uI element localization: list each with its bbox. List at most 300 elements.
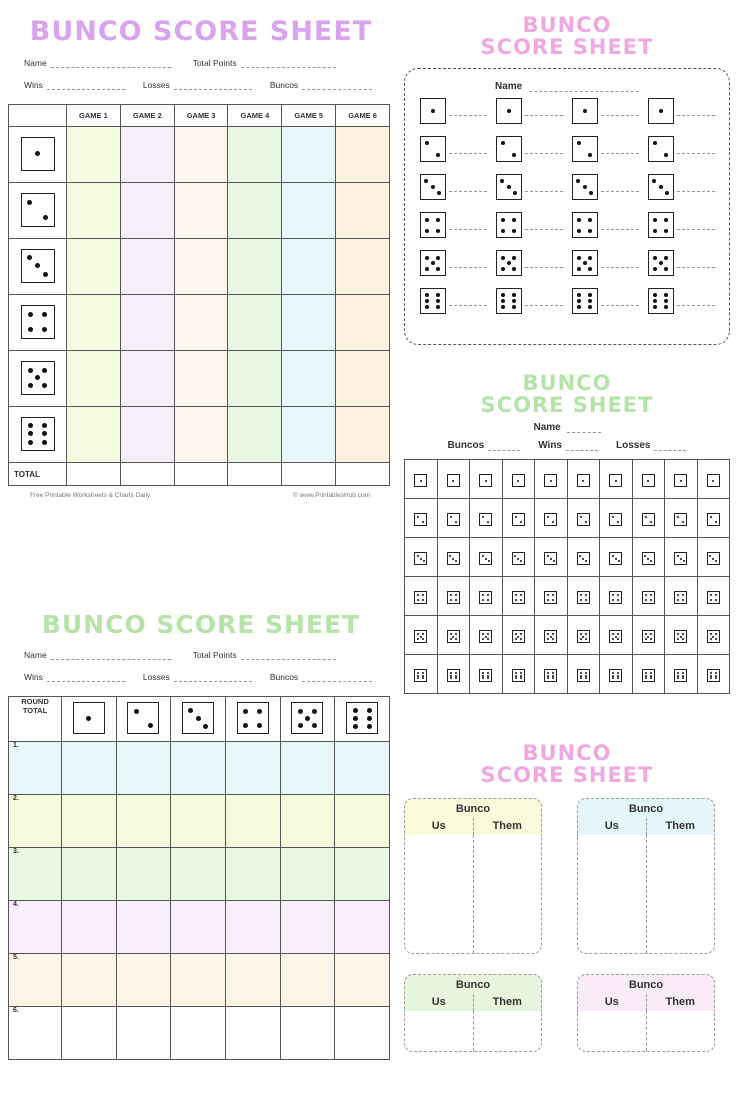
score-line[interactable] (449, 144, 487, 154)
die-pip (715, 560, 717, 562)
die-pip (585, 672, 587, 674)
stat-losses-input[interactable] (654, 441, 686, 451)
die-face-3 (572, 174, 598, 200)
score-cell[interactable] (280, 1007, 335, 1060)
losses-label: Losses (142, 672, 170, 683)
die-pip (710, 677, 712, 679)
dice-score-cell[interactable] (697, 616, 730, 655)
dice-score-cell[interactable] (535, 655, 568, 694)
score-cell[interactable] (62, 742, 117, 795)
score-cell[interactable] (116, 742, 171, 795)
score-cell[interactable] (174, 295, 228, 351)
die-pip (482, 677, 484, 679)
dice-score-cell[interactable] (567, 460, 600, 499)
die-pip (42, 383, 47, 388)
die-pip (577, 299, 581, 303)
losses-input[interactable] (174, 672, 252, 682)
die-pip (580, 516, 582, 518)
die-pip (647, 558, 649, 560)
dice-score-cell[interactable] (502, 655, 535, 694)
dice-score-cell[interactable] (567, 655, 600, 694)
dice-score-cell[interactable] (567, 538, 600, 577)
score-cell[interactable] (174, 351, 228, 407)
dice-score-cell[interactable] (567, 499, 600, 538)
dice-score-cell[interactable] (502, 538, 535, 577)
dice-score-cell[interactable] (632, 538, 665, 577)
score-cell[interactable] (336, 295, 390, 351)
dice-score-cell[interactable] (420, 174, 487, 200)
table-header-row (9, 697, 390, 742)
score-cell[interactable] (282, 351, 336, 407)
die-pip (482, 638, 484, 640)
score-cell[interactable] (116, 848, 171, 901)
stat-wins-input[interactable] (566, 441, 598, 451)
score-cell[interactable] (335, 1007, 390, 1060)
score-line[interactable] (525, 106, 563, 116)
score-cell[interactable] (335, 901, 390, 954)
die-pip (487, 599, 489, 601)
dice-score-cell[interactable] (648, 250, 715, 276)
die-pip (455, 675, 457, 677)
score-cell[interactable] (116, 901, 171, 954)
dice-score-cell[interactable] (648, 136, 715, 162)
losses-input[interactable] (174, 80, 252, 90)
dice-score-cell[interactable] (632, 460, 665, 499)
stat-buncos-input[interactable] (488, 441, 520, 451)
score-cell[interactable] (336, 127, 390, 183)
score-cell[interactable] (116, 954, 171, 1007)
score-cell[interactable] (280, 954, 335, 1007)
score-cell[interactable] (280, 795, 335, 848)
total-cell[interactable] (336, 463, 390, 486)
total-cell[interactable] (120, 463, 174, 486)
dice-score-cell[interactable] (632, 616, 665, 655)
score-cell[interactable] (120, 351, 174, 407)
dice-score-cell[interactable] (665, 616, 698, 655)
die-pip (27, 255, 32, 260)
score-line[interactable] (601, 106, 639, 116)
cell-inner (438, 549, 470, 565)
score-cell[interactable] (174, 239, 228, 295)
die-pip (515, 599, 517, 601)
die-face-2 (21, 193, 55, 227)
score-area-us[interactable] (405, 835, 474, 953)
dice-score-cell[interactable] (600, 616, 633, 655)
score-line[interactable] (677, 296, 715, 306)
score-cell[interactable] (280, 742, 335, 795)
score-line[interactable] (449, 220, 487, 230)
dice-score-cell[interactable] (648, 174, 715, 200)
score-cell[interactable] (228, 127, 282, 183)
score-cell[interactable] (228, 295, 282, 351)
die-pip (588, 256, 592, 260)
cell-inner (568, 549, 600, 565)
score-cell[interactable] (225, 795, 280, 848)
dice-score-cell[interactable] (665, 538, 698, 577)
dice-score-cell[interactable] (572, 174, 639, 200)
dice-score-cell[interactable] (632, 577, 665, 616)
buncos-input[interactable] (302, 80, 372, 90)
score-line[interactable] (601, 220, 639, 230)
name-input[interactable] (567, 423, 601, 433)
die-pip (425, 218, 429, 222)
round-total-header: ROUND TOTAL (9, 697, 62, 742)
dice-score-cell[interactable] (502, 460, 535, 499)
die-face-5 (496, 250, 522, 276)
dice-score-cell[interactable] (437, 577, 470, 616)
score-line[interactable] (449, 106, 487, 116)
dice-score-cell[interactable] (665, 577, 698, 616)
dice-score-cell[interactable] (697, 577, 730, 616)
card-header (404, 974, 542, 1011)
die-pip (715, 638, 717, 640)
dice-score-cell[interactable] (470, 538, 503, 577)
die-pip (42, 431, 47, 436)
score-cell[interactable] (282, 239, 336, 295)
score-cell[interactable] (228, 183, 282, 239)
cell-inner (665, 510, 697, 526)
dice-score-cell[interactable] (665, 460, 698, 499)
dice-score-cell[interactable] (470, 499, 503, 538)
score-cell[interactable] (62, 1007, 117, 1060)
score-line[interactable] (601, 182, 639, 192)
dice-score-cell[interactable] (648, 212, 715, 238)
score-line[interactable] (449, 182, 487, 192)
score-cell[interactable] (120, 127, 174, 183)
die-pip (517, 558, 519, 560)
dice-score-cell[interactable] (502, 499, 535, 538)
score-cell[interactable] (171, 901, 226, 954)
dice-score-cell[interactable] (697, 538, 730, 577)
die-pip (712, 636, 714, 638)
dice-score-cell[interactable] (496, 98, 563, 124)
score-cell[interactable] (171, 1007, 226, 1060)
score-line[interactable] (449, 258, 487, 268)
die-pip (682, 633, 684, 635)
table-row (9, 848, 390, 901)
column-header-game4: GAME 4 (228, 105, 282, 127)
losses-label: Losses (142, 80, 170, 91)
dice-score-cell[interactable] (572, 212, 639, 238)
die-pip (420, 480, 422, 482)
die-pip (680, 558, 682, 560)
die-pip (450, 638, 452, 640)
dice-score-cell[interactable] (470, 655, 503, 694)
score-cell[interactable] (171, 954, 226, 1007)
dice-score-cell[interactable] (697, 460, 730, 499)
die-pip (645, 633, 647, 635)
die-pip (422, 675, 424, 677)
score-cell[interactable] (67, 183, 121, 239)
score-cell[interactable] (335, 848, 390, 901)
score-cell[interactable] (335, 795, 390, 848)
dice-score-cell[interactable] (405, 538, 438, 577)
die-face-4 (544, 591, 557, 604)
dice-score-cell[interactable] (697, 499, 730, 538)
name-input[interactable] (51, 650, 171, 660)
score-cell[interactable] (228, 407, 282, 463)
dice-score-cell[interactable] (665, 655, 698, 694)
score-line[interactable] (525, 258, 563, 268)
table-row (405, 538, 730, 577)
dice-score-cell[interactable] (665, 499, 698, 538)
dice-score-cell[interactable] (572, 136, 639, 162)
score-cell[interactable] (120, 239, 174, 295)
die-pip (515, 677, 517, 679)
dice-score-cell[interactable] (535, 616, 568, 655)
dice-score-cell[interactable] (437, 538, 470, 577)
dice-score-cell[interactable] (496, 212, 563, 238)
score-cell[interactable] (336, 183, 390, 239)
score-cell[interactable] (120, 183, 174, 239)
score-area-us[interactable] (578, 1011, 647, 1051)
total-points-label: Total Points (192, 650, 237, 661)
card-body (577, 1011, 715, 1052)
die-pip (585, 675, 587, 677)
total-points-input[interactable] (241, 58, 336, 68)
score-cell[interactable] (62, 795, 117, 848)
dice-score-cell[interactable] (600, 655, 633, 694)
dice-score-cell[interactable] (648, 98, 715, 124)
dice-score-cell[interactable] (600, 577, 633, 616)
score-cell[interactable] (225, 954, 280, 1007)
score-line[interactable] (525, 182, 563, 192)
dice-score-cell[interactable] (470, 460, 503, 499)
score-line[interactable] (601, 258, 639, 268)
cell-inner (633, 588, 665, 604)
die-pip (650, 675, 652, 677)
field-block-2 (8, 650, 394, 682)
score-cell[interactable] (225, 1007, 280, 1060)
dice-score-cell[interactable] (572, 250, 639, 276)
score-cell[interactable] (282, 295, 336, 351)
dice-score-cell[interactable] (567, 577, 600, 616)
score-cell[interactable] (280, 901, 335, 954)
score-cell[interactable] (62, 954, 117, 1007)
stats-row (404, 440, 730, 451)
score-cell[interactable] (228, 239, 282, 295)
die-face-3 (414, 552, 427, 565)
score-cell[interactable] (67, 127, 121, 183)
wins-input[interactable] (47, 672, 125, 682)
score-line[interactable] (525, 144, 563, 154)
total-cell[interactable] (174, 463, 228, 486)
die-pip (487, 677, 489, 679)
score-cell[interactable] (62, 848, 117, 901)
score-area-them[interactable] (647, 835, 715, 953)
score-cell[interactable] (120, 295, 174, 351)
cell-inner (503, 588, 535, 604)
score-line[interactable] (677, 144, 715, 154)
die-pip (437, 191, 441, 195)
score-cell[interactable] (171, 742, 226, 795)
dice-score-cell[interactable] (437, 460, 470, 499)
score-cell[interactable] (280, 848, 335, 901)
dice-score-cell[interactable] (600, 499, 633, 538)
die-face-2 (496, 136, 522, 162)
dice-score-cell[interactable] (632, 655, 665, 694)
dice-score-cell[interactable] (535, 538, 568, 577)
dice-score-cell[interactable] (535, 460, 568, 499)
name-input[interactable] (51, 58, 171, 68)
die-pip (512, 305, 516, 309)
card-title: Bunco (455, 979, 491, 992)
score-cell[interactable] (174, 127, 228, 183)
dice-score-cell[interactable] (470, 577, 503, 616)
dice-score-cell[interactable] (420, 136, 487, 162)
die-pip (501, 229, 505, 233)
total-cell[interactable] (282, 463, 336, 486)
dice-score-cell[interactable] (496, 136, 563, 162)
die-face-1 (414, 474, 427, 487)
dice-score-cell[interactable] (496, 250, 563, 276)
die-pip (425, 305, 429, 309)
score-line[interactable] (601, 296, 639, 306)
column-header (9, 105, 67, 127)
die-pip (423, 560, 425, 562)
dice-score-cell[interactable] (502, 577, 535, 616)
score-cell[interactable] (67, 295, 121, 351)
die-pip (617, 633, 619, 635)
dice-score-cell[interactable] (632, 499, 665, 538)
dice-score-cell[interactable] (437, 655, 470, 694)
die-pip (517, 480, 519, 482)
dice-score-cell[interactable] (405, 577, 438, 616)
dice-score-cell[interactable] (405, 616, 438, 655)
die-pip (712, 480, 714, 482)
die-pip (547, 516, 549, 518)
score-cell[interactable] (282, 127, 336, 183)
score-cell[interactable] (282, 183, 336, 239)
cell-inner (698, 510, 730, 526)
die-pip (552, 521, 554, 523)
dice-score-cell[interactable] (600, 538, 633, 577)
cell-inner (698, 588, 730, 604)
score-area-them[interactable] (647, 1011, 715, 1051)
score-cell[interactable] (67, 407, 121, 463)
score-cell[interactable] (174, 183, 228, 239)
dice-score-cell[interactable] (470, 616, 503, 655)
die-pip (580, 633, 582, 635)
score-line[interactable] (525, 220, 563, 230)
name-label: Name (24, 58, 47, 69)
dice-row (405, 92, 729, 130)
score-area-us[interactable] (405, 1011, 474, 1051)
die-pip (677, 594, 679, 596)
dice-score-cell[interactable] (405, 460, 438, 499)
die-pip (134, 709, 139, 714)
dice-score-cell[interactable] (535, 577, 568, 616)
die-pip (645, 599, 647, 601)
dice-score-cell[interactable] (567, 616, 600, 655)
name-label: Name (494, 81, 523, 93)
dice-score-cell[interactable] (437, 499, 470, 538)
score-line[interactable] (677, 106, 715, 116)
score-line[interactable] (601, 144, 639, 154)
score-cell[interactable] (120, 407, 174, 463)
dice-score-cell[interactable] (420, 288, 487, 314)
score-cell[interactable] (335, 742, 390, 795)
dice-score-cell[interactable] (572, 288, 639, 314)
cell-inner (535, 510, 567, 526)
score-cell[interactable] (116, 1007, 171, 1060)
dice-score-cell[interactable] (437, 616, 470, 655)
score-cell[interactable] (336, 407, 390, 463)
die-cell (9, 127, 67, 183)
score-cell[interactable] (174, 407, 228, 463)
dice-score-cell[interactable] (420, 250, 487, 276)
score-area-us[interactable] (578, 835, 647, 953)
dice-score-cell[interactable] (535, 499, 568, 538)
score-cell[interactable] (282, 407, 336, 463)
score-cell[interactable] (336, 239, 390, 295)
score-cell[interactable] (225, 742, 280, 795)
score-cell[interactable] (225, 901, 280, 954)
score-cell[interactable] (67, 239, 121, 295)
score-cell[interactable] (62, 901, 117, 954)
dice-score-cell[interactable] (572, 98, 639, 124)
total-cell[interactable] (228, 463, 282, 486)
die-face-2 (648, 136, 674, 162)
cell-inner (633, 627, 665, 643)
die-pip (715, 633, 717, 635)
score-cell[interactable] (228, 351, 282, 407)
die-face-4 (420, 212, 446, 238)
score-line[interactable] (677, 220, 715, 230)
dice-score-cell[interactable] (496, 288, 563, 314)
die-face-4 (642, 591, 655, 604)
score-cell[interactable] (171, 848, 226, 901)
score-cell[interactable] (67, 351, 121, 407)
total-cell[interactable] (67, 463, 121, 486)
die-face-4 (577, 591, 590, 604)
dice-score-cell[interactable] (600, 460, 633, 499)
wins-input[interactable] (47, 80, 125, 90)
score-cell[interactable] (336, 351, 390, 407)
dice-score-cell[interactable] (420, 212, 487, 238)
die-pip (431, 185, 435, 189)
die-pip (577, 229, 581, 233)
total-points-input[interactable] (241, 650, 336, 660)
die-pip (645, 516, 647, 518)
score-line[interactable] (449, 296, 487, 306)
dice-score-cell[interactable] (405, 499, 438, 538)
score-line[interactable] (677, 258, 715, 268)
score-line[interactable] (677, 182, 715, 192)
die-pip (449, 555, 451, 557)
score-cell[interactable] (171, 795, 226, 848)
dice-score-cell[interactable] (496, 174, 563, 200)
score-cell[interactable] (116, 795, 171, 848)
score-line[interactable] (525, 296, 563, 306)
die-pip (43, 215, 48, 220)
dice-score-cell[interactable] (405, 655, 438, 694)
die-pip (552, 599, 554, 601)
dice-score-cell[interactable] (697, 655, 730, 694)
die-face-3 (707, 552, 720, 565)
score-cell[interactable] (225, 848, 280, 901)
name-input[interactable] (529, 82, 639, 92)
dice-score-cell[interactable] (502, 616, 535, 655)
dice-score-cell[interactable] (420, 98, 487, 124)
buncos-input[interactable] (302, 672, 372, 682)
die-face-2 (577, 513, 590, 526)
dice-score-cell[interactable] (648, 288, 715, 314)
die-pip (520, 560, 522, 562)
score-cell[interactable] (335, 954, 390, 1007)
score-area-them[interactable] (474, 1011, 542, 1051)
score-area-them[interactable] (474, 835, 542, 953)
